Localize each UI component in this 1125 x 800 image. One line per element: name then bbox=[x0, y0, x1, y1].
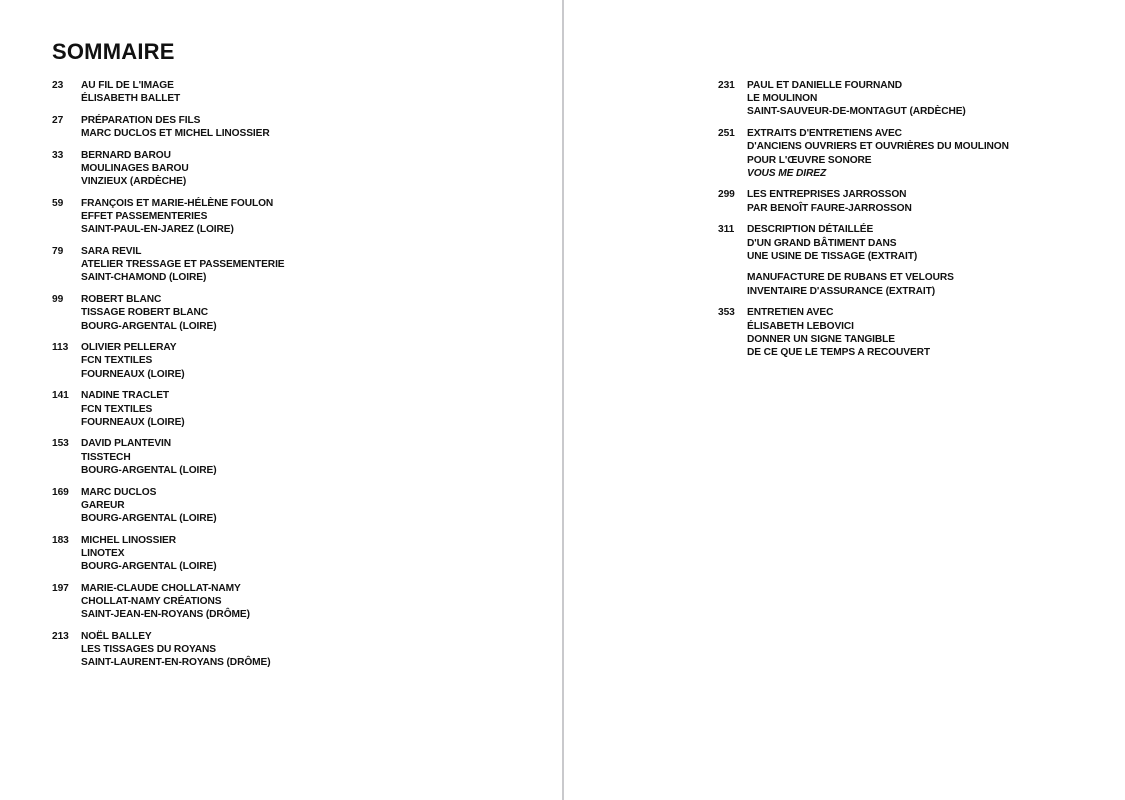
toc-line: TISSTECH bbox=[81, 451, 131, 463]
toc-line: LES TISSAGES DU ROYANS bbox=[81, 644, 216, 656]
toc-line: VINZIEUX (ARDÈCHE) bbox=[81, 176, 187, 188]
toc-page-number: 169 bbox=[52, 486, 69, 498]
toc-line: OLIVIER PELLERAY bbox=[81, 342, 177, 354]
toc-line: PAR BENOÎT FAURE-JARROSSON bbox=[747, 202, 912, 214]
page-title: SOMMAIRE bbox=[52, 39, 175, 64]
toc-entry bbox=[718, 223, 1118, 263]
toc-page-number: 99 bbox=[52, 294, 64, 306]
toc-page-number: 59 bbox=[52, 197, 64, 209]
toc-line: ENTRETIEN AVEC bbox=[747, 307, 834, 319]
toc-page-number: 79 bbox=[52, 246, 64, 258]
toc-line: LE MOULINON bbox=[747, 93, 818, 105]
toc-list-right bbox=[718, 79, 1118, 368]
toc-page-number: 299 bbox=[718, 189, 735, 201]
toc-line: FCN TEXTILES bbox=[81, 355, 153, 367]
toc-line: PAUL ET DANIELLE FOURNAND bbox=[747, 80, 903, 91]
toc-line-italic: VOUS ME DIREZ bbox=[747, 167, 827, 179]
toc-line: NADINE TRACLET bbox=[81, 390, 170, 402]
toc-line: BERNARD BAROU bbox=[81, 149, 171, 161]
toc-line: PRÉPARATION DES FILS bbox=[81, 114, 201, 126]
toc-line: NOËL BALLEY bbox=[81, 630, 152, 642]
toc-line: LES ENTREPRISES JARROSSON bbox=[747, 189, 907, 201]
toc-page-number: 231 bbox=[718, 80, 735, 91]
toc-line: UNE USINE DE TISSAGE (EXTRAIT) bbox=[747, 250, 918, 262]
toc-entry bbox=[718, 188, 1118, 214]
toc-line: BOURG-ARGENTAL (LOIRE) bbox=[81, 464, 217, 476]
toc-line: MICHEL LINOSSIER bbox=[81, 534, 177, 546]
toc-list-left bbox=[52, 79, 522, 678]
toc-line: SAINT-LAURENT-EN-ROYANS (DRÔME) bbox=[81, 657, 271, 669]
toc-line: FRANÇOIS ET MARIE-HÉLÈNE FOULON bbox=[81, 197, 274, 209]
left-page bbox=[0, 0, 562, 800]
toc-entry bbox=[52, 149, 522, 189]
toc-page-number: 113 bbox=[52, 342, 69, 354]
toc-line: EXTRAITS D'ENTRETIENS AVEC bbox=[747, 128, 902, 140]
toc-line: FCN TEXTILES bbox=[81, 403, 153, 415]
toc-line: DAVID PLANTEVIN bbox=[81, 438, 172, 450]
toc-line: INVENTAIRE D'ASSURANCE (EXTRAIT) bbox=[747, 285, 936, 297]
toc-line: SAINT-PAUL-EN-JAREZ (LOIRE) bbox=[81, 224, 234, 236]
toc-page-number: 33 bbox=[52, 149, 64, 161]
toc-entry bbox=[52, 582, 522, 622]
toc-line: SAINT-JEAN-EN-ROYANS (DRÔME) bbox=[81, 609, 250, 621]
toc-line: MANUFACTURE DE RUBANS ET VELOURS bbox=[747, 272, 954, 284]
toc-line: POUR L'ŒUVRE SONORE bbox=[747, 154, 872, 166]
toc-line: CHOLLAT-NAMY CRÉATIONS bbox=[81, 596, 222, 607]
toc-line: GAREUR bbox=[81, 499, 125, 511]
toc-line: D'UN GRAND BÂTIMENT DANS bbox=[747, 237, 897, 249]
toc-line: SARA REVIL bbox=[81, 246, 142, 258]
toc-entry bbox=[52, 341, 522, 381]
toc-page-number: 141 bbox=[52, 390, 69, 402]
toc-entry bbox=[52, 486, 522, 526]
toc-page-number: 27 bbox=[52, 114, 64, 126]
toc-line: SAINT-CHAMOND (LOIRE) bbox=[81, 272, 207, 284]
toc-entry bbox=[718, 306, 1118, 359]
toc-entry bbox=[718, 271, 1118, 297]
toc-line: ÉLISABETH LEBOVICI bbox=[747, 320, 854, 332]
toc-page-number: 213 bbox=[52, 630, 69, 642]
toc-page-number: 251 bbox=[718, 128, 735, 140]
toc-page-number: 183 bbox=[52, 534, 69, 546]
toc-entry bbox=[52, 79, 522, 105]
toc-entry bbox=[52, 389, 522, 429]
toc-line: BOURG-ARGENTAL (LOIRE) bbox=[81, 561, 217, 573]
toc-line: ÉLISABETH BALLET bbox=[81, 93, 181, 105]
toc-line: SAINT-SAUVEUR-DE-MONTAGUT (ARDÈCHE) bbox=[747, 106, 966, 118]
toc-line: FOURNEAUX (LOIRE) bbox=[81, 368, 185, 380]
toc-line: TISSAGE ROBERT BLANC bbox=[81, 307, 209, 319]
toc-page-number: 23 bbox=[52, 80, 64, 91]
toc-entry bbox=[52, 245, 522, 285]
toc-entry bbox=[52, 197, 522, 237]
toc-line: DESCRIPTION DÉTAILLÉE bbox=[747, 224, 874, 236]
toc-line: BOURG-ARGENTAL (LOIRE) bbox=[81, 512, 217, 524]
toc-line: DONNER UN SIGNE TANGIBLE bbox=[747, 333, 895, 345]
toc-line: ATELIER TRESSAGE ET PASSEMENTERIE bbox=[81, 259, 285, 271]
toc-line: FOURNEAUX (LOIRE) bbox=[81, 416, 185, 428]
toc-line: ROBERT BLANC bbox=[81, 294, 162, 306]
toc-entry bbox=[52, 293, 522, 333]
toc-page-number: 197 bbox=[52, 582, 69, 594]
toc-page-number: 353 bbox=[718, 307, 735, 319]
toc-entry bbox=[52, 630, 522, 670]
toc-line: MOULINAGES BAROU bbox=[81, 163, 189, 175]
toc-line: MARC DUCLOS bbox=[81, 486, 157, 498]
toc-line: EFFET PASSEMENTERIES bbox=[81, 211, 208, 223]
toc-line: DE CE QUE LE TEMPS A RECOUVERT bbox=[747, 346, 931, 358]
toc-entry bbox=[718, 79, 1118, 119]
toc-line: AU FIL DE L'IMAGE bbox=[81, 80, 174, 91]
toc-entry bbox=[52, 437, 522, 477]
toc-line: MARC DUCLOS ET MICHEL LINOSSIER bbox=[81, 128, 270, 140]
right-page bbox=[564, 0, 1125, 800]
toc-line: BOURG-ARGENTAL (LOIRE) bbox=[81, 320, 217, 332]
toc-line: D'ANCIENS OUVRIERS ET OUVRIÈRES DU MOULINON bbox=[747, 141, 1009, 153]
toc-line: MARIE-CLAUDE CHOLLAT-NAMY bbox=[81, 582, 241, 594]
toc-entry bbox=[52, 534, 522, 574]
toc-entry bbox=[52, 114, 522, 140]
toc-page-number: 153 bbox=[52, 438, 69, 450]
toc-page-number: 311 bbox=[718, 224, 735, 236]
toc-line: LINOTEX bbox=[81, 547, 125, 559]
toc-entry bbox=[718, 127, 1118, 180]
